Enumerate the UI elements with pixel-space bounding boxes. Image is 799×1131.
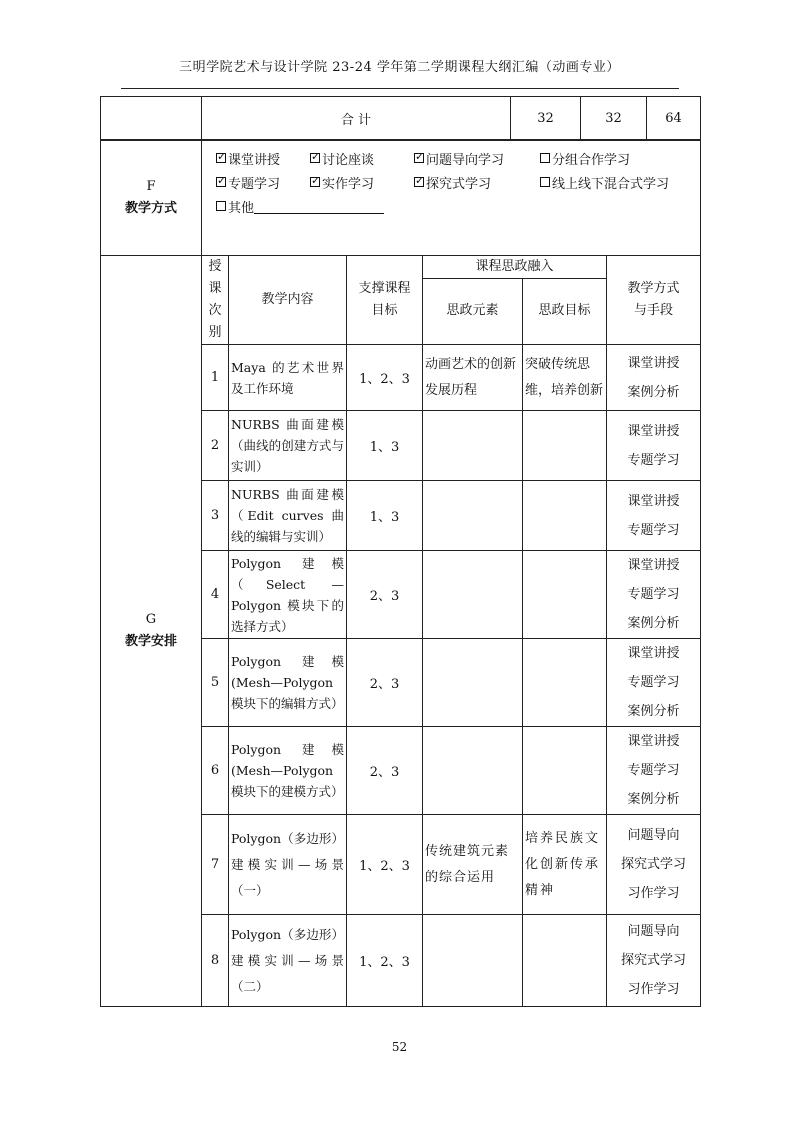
session-content: Polygon 建模(Mesh—Polygon 模块下的编辑方式） (229, 639, 347, 727)
session-methods (607, 915, 701, 1007)
session-objectives: 2、3 (347, 551, 423, 639)
header-session (202, 256, 229, 345)
section-f-title: 教学方式 (124, 200, 177, 216)
session-goal (523, 915, 607, 1007)
checkbox-checked-icon[interactable] (414, 177, 424, 187)
session-number: 3 (202, 481, 229, 551)
checkbox-unchecked-icon[interactable] (540, 177, 550, 187)
method-line: 课堂讲授 (627, 646, 680, 661)
session-content: Polygon（多边形）建模实训—场景（一） (229, 815, 347, 915)
session-element: 传统建筑元素的综合运用 (423, 815, 523, 915)
session-methods (607, 481, 701, 551)
method-label: 讨论座谈 (322, 152, 375, 168)
session-content: NURBS 曲面建模（曲线的创建方式与实训） (229, 411, 347, 481)
session-element (423, 481, 523, 551)
method-label: 课堂讲授 (228, 152, 281, 168)
session-objectives: 1、2、3 (347, 815, 423, 915)
section-g-label (101, 256, 202, 1007)
method-other-label: 其他 (228, 200, 255, 216)
method-line: 专题学习 (627, 522, 680, 538)
checkbox-unchecked-icon[interactable] (216, 201, 226, 211)
methods-row-3 (216, 194, 700, 218)
session-number: 1 (202, 345, 229, 411)
method-line: 专题学习 (627, 452, 680, 468)
total-table (100, 96, 701, 141)
method-line: 课堂讲授 (627, 423, 680, 439)
other-fill-line[interactable] (254, 199, 384, 214)
method-line: 专题学习 (627, 763, 680, 778)
header-methods (607, 256, 701, 345)
checkbox-checked-icon[interactable] (414, 153, 424, 163)
checkbox-checked-icon[interactable] (216, 177, 226, 187)
session-number: 7 (202, 815, 229, 915)
session-objectives: 1、2、3 (347, 915, 423, 1007)
method-label: 实作学习 (322, 176, 375, 192)
header-objectives-text: 支撑课程目标 (358, 281, 411, 318)
method-line: 案例分析 (627, 384, 680, 400)
session-goal (523, 411, 607, 481)
session-goal (523, 481, 607, 551)
section-g-title: 教学安排 (124, 634, 177, 649)
method-option[interactable] (216, 149, 310, 168)
session-element (423, 915, 523, 1007)
method-option[interactable] (310, 173, 414, 192)
method-line: 案例分析 (627, 616, 680, 631)
header-goals: 思政目标 (523, 278, 607, 344)
page-number: 52 (391, 1040, 408, 1054)
method-line: 习作学习 (627, 886, 680, 901)
methods-row-1 (216, 146, 700, 170)
method-line: 课堂讲授 (627, 558, 680, 573)
method-line: 案例分析 (627, 704, 680, 719)
session-goal: 培养民族文化创新传承精神 (523, 815, 607, 915)
session-element (423, 411, 523, 481)
header-content: 教学内容 (229, 256, 347, 345)
method-line: 问题导向 (627, 924, 680, 939)
session-methods (607, 639, 701, 727)
session-objectives: 2、3 (347, 727, 423, 815)
checkbox-checked-icon[interactable] (310, 177, 320, 187)
method-option[interactable] (310, 149, 414, 168)
method-line: 习作学习 (627, 982, 680, 997)
method-label: 线上线下混合式学习 (552, 176, 670, 192)
methods-row-2 (216, 170, 700, 194)
session-methods (607, 727, 701, 815)
total-v2-cell: 32 (581, 97, 647, 141)
page-header: 三明学院艺术与设计学院 23-24 学年第二学期课程大纲汇编（动画专业） (179, 60, 620, 75)
session-content: Maya 的艺术世界及工作环境 (229, 345, 347, 411)
teaching-methods-cell (202, 140, 701, 256)
method-option[interactable] (414, 149, 540, 168)
session-number: 4 (202, 551, 229, 639)
method-option[interactable] (216, 173, 310, 192)
method-line: 课堂讲授 (627, 734, 680, 749)
session-goal: 突破传统思维，培养创新 (523, 345, 607, 411)
session-goal (523, 551, 607, 639)
header-objectives (347, 256, 423, 345)
session-element (423, 551, 523, 639)
total-label-cell: 合 计 (202, 97, 511, 141)
method-label: 探究式学习 (426, 176, 492, 192)
session-methods (607, 345, 701, 411)
session-number: 8 (202, 915, 229, 1007)
header-session-text: 授课次别 (208, 259, 222, 340)
session-number: 2 (202, 411, 229, 481)
section-g-letter: G (145, 612, 157, 627)
method-option[interactable] (540, 149, 630, 168)
session-goal (523, 727, 607, 815)
session-objectives: 1、2、3 (347, 345, 423, 411)
method-line: 课堂讲授 (627, 493, 680, 509)
checkbox-checked-icon[interactable] (310, 153, 320, 163)
session-element (423, 727, 523, 815)
method-line: 探究式学习 (621, 857, 687, 872)
session-element (423, 639, 523, 727)
section-f-label (101, 140, 202, 256)
total-v3-cell: 64 (647, 97, 701, 141)
session-content: NURBS 曲面建模（Edit curves 曲线的编辑与实训） (229, 481, 347, 551)
method-line: 案例分析 (627, 792, 680, 807)
session-objectives: 1、3 (347, 481, 423, 551)
session-methods (607, 411, 701, 481)
method-line: 专题学习 (627, 675, 680, 690)
method-line: 探究式学习 (621, 953, 687, 968)
section-f-letter: F (146, 178, 156, 194)
session-objectives: 2、3 (347, 639, 423, 727)
method-line: 课堂讲授 (627, 355, 680, 371)
session-number: 5 (202, 639, 229, 727)
header-methods-text: 教学方式与手段 (627, 281, 680, 318)
method-option[interactable] (540, 173, 669, 192)
method-line: 专题学习 (627, 587, 680, 602)
session-content: Polygon 建模（Select — Polygon 模块下的选择方式） (229, 551, 347, 639)
method-label: 问题导向学习 (426, 152, 505, 168)
header-rule (121, 88, 679, 89)
method-label: 分组合作学习 (552, 152, 631, 168)
session-methods (607, 551, 701, 639)
session-goal (523, 639, 607, 727)
sections-table (100, 139, 701, 1007)
total-empty-cell (101, 97, 202, 141)
method-option-other[interactable] (216, 197, 384, 216)
checkbox-checked-icon[interactable] (216, 153, 226, 163)
method-option[interactable] (414, 173, 540, 192)
session-methods (607, 815, 701, 915)
method-label: 专题学习 (228, 176, 281, 192)
session-content: Polygon 建模(Mesh—Polygon 模块下的建模方式） (229, 727, 347, 815)
header-elements: 思政元素 (423, 278, 523, 344)
header-ideology: 课程思政融入 (423, 256, 607, 279)
checkbox-unchecked-icon[interactable] (540, 153, 550, 163)
session-objectives: 1、3 (347, 411, 423, 481)
total-v1-cell: 32 (511, 97, 581, 141)
session-content: Polygon（多边形）建模实训—场景（二） (229, 915, 347, 1007)
schedule-header-row-1 (101, 256, 701, 279)
session-number: 6 (202, 727, 229, 815)
total-row-exact (101, 97, 701, 141)
method-line: 问题导向 (627, 828, 680, 843)
session-element: 动画艺术的创新发展历程 (423, 345, 523, 411)
section-f-row (101, 140, 701, 256)
